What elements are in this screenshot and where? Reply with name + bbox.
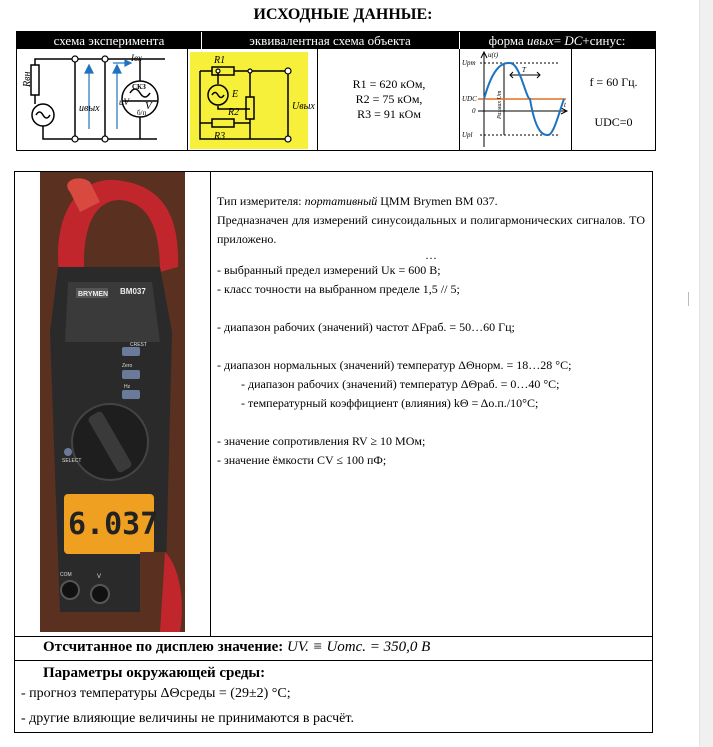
measurement-range: - выбранный предел измерений Uк = 600 В; <box>217 263 441 277</box>
experiment-circuit-diagram <box>17 49 187 150</box>
equivalent-circuit-diagram <box>188 49 317 150</box>
instrument-table <box>14 171 653 733</box>
e-label: E <box>232 89 239 100</box>
temp-normal-range: - диапазон нормальных (значений) температур ΔΘнорм. = 18…28 °С; <box>217 358 572 372</box>
waveform-diagram <box>460 49 571 150</box>
device-photo-cell <box>15 172 211 636</box>
ellipsis: … <box>425 248 437 262</box>
upl-label: Uрl <box>462 131 473 139</box>
temp-work-range: - диапазон рабочих (значений) температур ΔΘраб. = 0…40 °С; <box>241 377 560 391</box>
iin-label: Iвх <box>131 53 142 63</box>
r3-label: R3 <box>214 131 226 142</box>
header-divider <box>201 32 202 49</box>
dp-label: б/п <box>137 109 147 117</box>
select-label: SELECT <box>62 458 82 464</box>
input-resistance: - значение сопротивления RV ≥ 10 МОм; <box>217 434 426 448</box>
device-purpose: Предназначен для измерений синусоидальных и полигармонических сигналов. ТО приложено. <box>217 213 645 246</box>
device-type: Тип измерителя: портативный ЦММ Brymen BM 037. <box>217 194 498 208</box>
uout-eq-label: Uвых <box>292 101 315 112</box>
sine-symbol <box>36 112 50 118</box>
period-label: T <box>522 66 526 74</box>
zero-label: 0 <box>472 107 476 115</box>
zero-button[interactable] <box>122 370 140 379</box>
com-jack[interactable] <box>61 581 79 599</box>
frequency-value: f = 60 Гц. <box>589 75 638 89</box>
header-divider <box>459 32 460 49</box>
v-jack[interactable] <box>91 585 109 603</box>
r1-value: R1 = 620 кОм, <box>352 77 426 91</box>
vertical-scrollbar[interactable] <box>699 0 713 747</box>
hz-button[interactable] <box>122 390 140 399</box>
source-data-table <box>16 31 656 151</box>
accuracy-class: - класс точности на выбранном пределе 1,5 // 5; <box>217 282 460 296</box>
com-label: COM <box>60 572 72 578</box>
crest-label: CREST <box>130 342 147 348</box>
r2-value: R2 = 75 кОм, <box>355 92 423 106</box>
volt-label: V <box>97 574 102 580</box>
header-waveform: форма uвых= DC+синус: <box>459 32 655 49</box>
display-reading: Отсчитанное по дисплею значение: UV. ≡ Uотс. = 350,0 В <box>43 639 431 655</box>
page-title: ИСХОДНЫЕ ДАННЫЕ: <box>253 6 433 23</box>
uout-label: uвых <box>79 103 100 114</box>
v-label: V <box>145 100 152 112</box>
arrow-icon <box>113 65 121 73</box>
signal-params <box>572 49 655 150</box>
text-cursor <box>688 292 689 306</box>
span-label: Размах Um <box>497 90 503 119</box>
highlight-background <box>190 52 308 149</box>
udc-value: UDC=0 <box>594 115 633 129</box>
device-label: СКЗ <box>132 83 146 91</box>
ut-label: u(t) <box>488 51 499 59</box>
t-label: t <box>564 101 566 109</box>
zero-label: Zero <box>122 363 133 369</box>
clamp-meter-image <box>40 172 185 632</box>
header-equivalent: эквивалентная схема объекта <box>201 32 459 49</box>
row-divider <box>15 660 652 661</box>
r2-label: R2 <box>228 107 240 118</box>
environment-temp: - прогноз температуры ΔΘсреды = (29±2) °С; <box>21 686 291 701</box>
rvn-label: Rвн <box>22 71 33 87</box>
environment-title: Параметры окружающей среды: <box>43 665 266 681</box>
upm-label: Uрm <box>462 59 476 67</box>
device-description <box>217 192 645 470</box>
header-experiment: схема эксперимента <box>17 32 201 49</box>
frequency-range: - диапазон рабочих (значений) частот ΔFраб. = 50…60 Гц; <box>217 320 515 334</box>
uv-label: uV <box>119 97 129 107</box>
r3-value: R3 = 91 кОм <box>357 107 421 121</box>
udc-label: UDC <box>462 95 477 103</box>
hz-label: Hz <box>124 384 131 390</box>
row-divider <box>15 636 652 637</box>
input-capacitance: - значение ёмкости CV ≤ 100 пФ; <box>217 453 387 467</box>
arrow-icon <box>85 65 93 73</box>
environment-other: - другие влияющие величины не принимаются в расчёт. <box>21 711 354 726</box>
select-button[interactable] <box>64 448 72 456</box>
crest-button[interactable] <box>122 347 140 356</box>
brand-label: BRYMEN <box>78 291 109 298</box>
temp-coefficient: - температурный коэффициент (влияния) kΘ = Δо.п./10°С; <box>241 396 539 410</box>
model-label: BM037 <box>120 287 146 296</box>
resistor-params <box>318 49 460 150</box>
r1-label: R1 <box>214 55 226 66</box>
lcd-reading: 6.037 <box>68 507 159 542</box>
